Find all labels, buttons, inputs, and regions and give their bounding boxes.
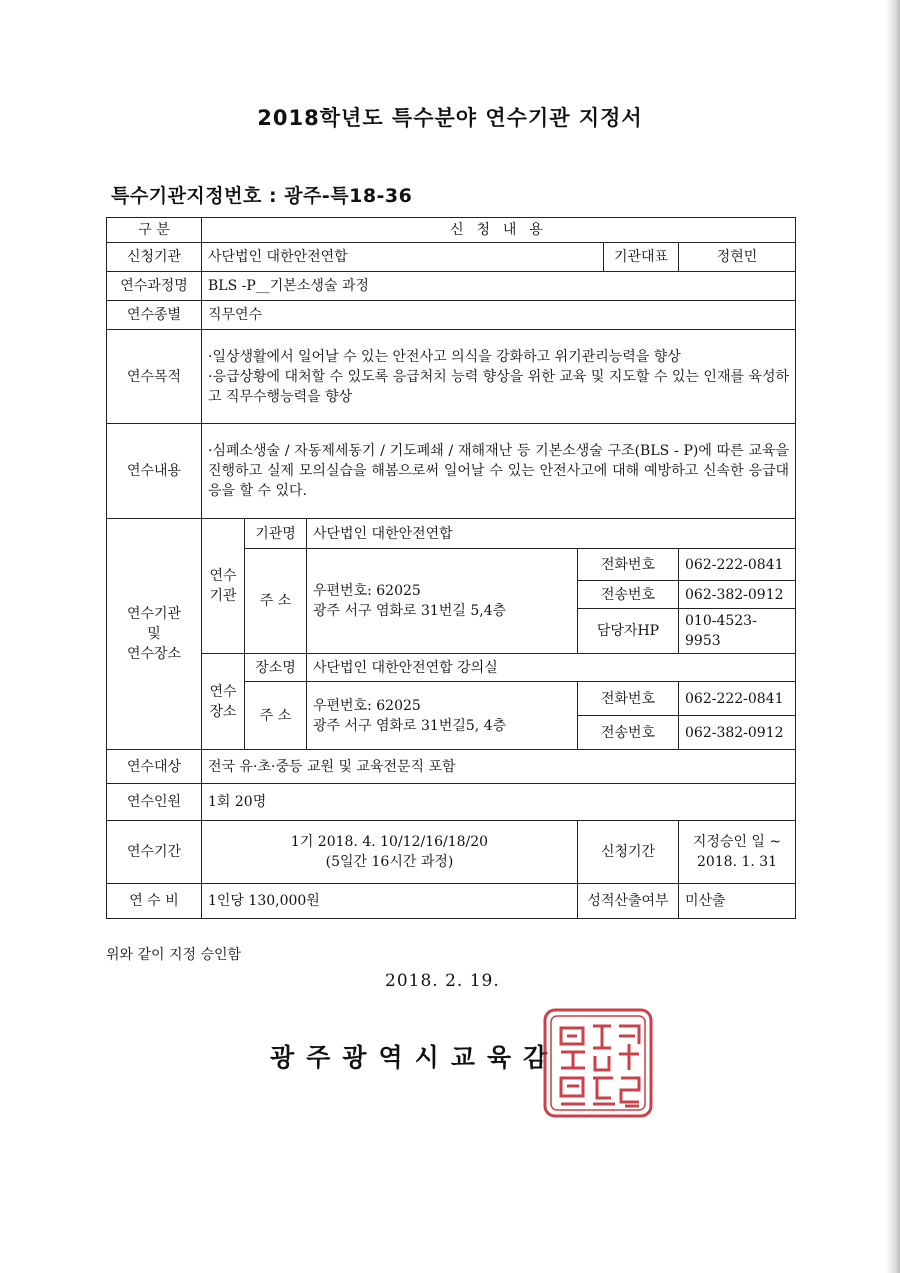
institution-group-label-1: 연수 — [209, 568, 237, 584]
document-title: 2018학년도 특수분야 연수기관 지정서 — [257, 106, 643, 130]
headcount-label: 연수인원 — [107, 784, 202, 821]
applicant-row — [107, 243, 796, 272]
venue-label — [107, 519, 202, 750]
header-label: 구 분 — [107, 218, 202, 243]
content-row — [107, 424, 796, 519]
place-address-label: 주 소 — [245, 682, 307, 750]
period-line-2: (5일간 16시간 과정) — [325, 854, 454, 870]
purpose-row — [107, 330, 796, 424]
content-value: ·심폐소생술 / 자동제세동기 / 기도폐쇄 / 재해재난 등 기본소생술 구조(BLS - P)에 따른 교육을 진행하고 실제 모의실습을 해봄으로써 일어날 수 있는 안전사고에 대해 예방하고 신속한 응급대응을 할 수 있다. — [202, 424, 796, 519]
target-value: 전국 유·초·중등 교원 및 교육전문직 포함 — [202, 750, 796, 784]
institution-name-value: 사단법인 대한안전연합 — [307, 519, 796, 549]
place-postal: 우편번호: 62025 — [313, 697, 421, 714]
issue-date: 2018. 2. 19. — [385, 971, 500, 991]
institution-name-label: 기관명 — [245, 519, 307, 549]
target-row — [107, 750, 796, 784]
place-name-row — [107, 654, 796, 682]
course-type-label: 연수종별 — [107, 301, 202, 330]
fee-label: 연 수 비 — [107, 884, 202, 919]
institution-fax-label: 전송번호 — [578, 581, 679, 609]
designation-number: 특수기관지정번호 : 광주-특18-36 — [111, 185, 413, 207]
institution-street: 광주 서구 염화로 31번길 5,4층 — [313, 603, 507, 619]
venue-label-line-3: 연수장소 — [126, 646, 182, 662]
institution-hp-label: 담당자HP — [578, 609, 679, 654]
institution-address — [307, 549, 578, 654]
period-label: 연수기간 — [107, 821, 202, 884]
place-fax-label: 전송번호 — [578, 716, 679, 750]
apply-period-label: 신청기간 — [578, 821, 679, 884]
place-tel-value: 062-222-0841 — [679, 682, 796, 716]
representative-label: 기관대표 — [604, 243, 679, 272]
venue-label-line-2: 및 — [147, 626, 161, 642]
place-group-label-1: 연수 — [209, 683, 237, 700]
representative-value: 정현민 — [679, 243, 796, 272]
venue-label-line-1: 연수기관 — [126, 606, 182, 622]
course-type-value: 직무연수 — [202, 301, 796, 330]
header-row — [107, 218, 796, 243]
place-group-label — [202, 654, 245, 750]
designation-form-table — [106, 217, 796, 919]
course-type-row — [107, 301, 796, 330]
headcount-value: 1회 20명 — [202, 784, 796, 821]
institution-group-label-2: 기관 — [209, 588, 237, 604]
institution-fax-value: 062-382-0912 — [679, 581, 796, 609]
institution-group-label — [202, 519, 245, 654]
place-street: 광주 서구 염화로 31번길5, 4층 — [313, 717, 507, 734]
institution-tel-label: 전화번호 — [578, 549, 679, 581]
course-name-label: 연수과정명 — [107, 272, 202, 301]
apply-period-value — [679, 821, 796, 884]
target-label: 연수대상 — [107, 750, 202, 784]
header-content: 신 청 내 용 — [202, 218, 796, 243]
institution-hp-value: 010-4523-9953 — [679, 609, 796, 654]
place-fax-value: 062-382-0912 — [679, 716, 796, 750]
place-address — [307, 682, 578, 750]
page-edge-shadow — [886, 0, 900, 1273]
course-name-row — [107, 272, 796, 301]
purpose-value — [202, 330, 796, 424]
place-tel-label: 전화번호 — [578, 682, 679, 716]
fee-row — [107, 884, 796, 919]
period-row — [107, 821, 796, 884]
apply-period-line-2: 2018. 1. 31 — [696, 854, 778, 870]
fee-value: 1인당 130,000원 — [202, 884, 578, 919]
issuer-name: 광주광역시교육감 — [270, 1043, 560, 1072]
place-name-label: 장소명 — [245, 654, 307, 682]
purpose-line-1: ·일상생활에서 일어날 수 있는 안전사고 의식을 강화하고 위기관리능력을 향상 — [208, 348, 681, 365]
course-name-value: BLS -P__기본소생술 과정 — [202, 272, 796, 301]
place-group-label-2: 장소 — [209, 703, 237, 720]
place-name-value: 사단법인 대한안전연합 강의실 — [307, 654, 796, 682]
approval-note: 위와 같이 지정 승인함 — [106, 947, 242, 963]
headcount-row — [107, 784, 796, 821]
period-value — [202, 821, 578, 884]
applicant-value: 사단법인 대한안전연합 — [202, 243, 604, 272]
grade-value: 미산출 — [679, 884, 796, 919]
purpose-label: 연수목적 — [107, 330, 202, 424]
period-line-1: 1기 2018. 4. 10/12/16/18/20 — [290, 834, 489, 850]
grade-label: 성적산출여부 — [578, 884, 679, 919]
applicant-label: 신청기관 — [107, 243, 202, 272]
purpose-line-2: ·응급상황에 대처할 수 있도록 응급처치 능력 향상을 위한 교육 및 지도할 수 있는 인재를 육성하고 직무수행능력을 향상 — [208, 368, 790, 405]
content-label: 연수내용 — [107, 424, 202, 519]
institution-postal: 우편번호: 62025 — [313, 583, 421, 599]
official-seal-stamp — [541, 1006, 655, 1120]
apply-period-line-1: 지정승인 일 ~ — [692, 834, 782, 850]
institution-name-row — [107, 519, 796, 549]
institution-address-label: 주 소 — [245, 549, 307, 654]
institution-tel-value: 062-222-0841 — [679, 549, 796, 581]
